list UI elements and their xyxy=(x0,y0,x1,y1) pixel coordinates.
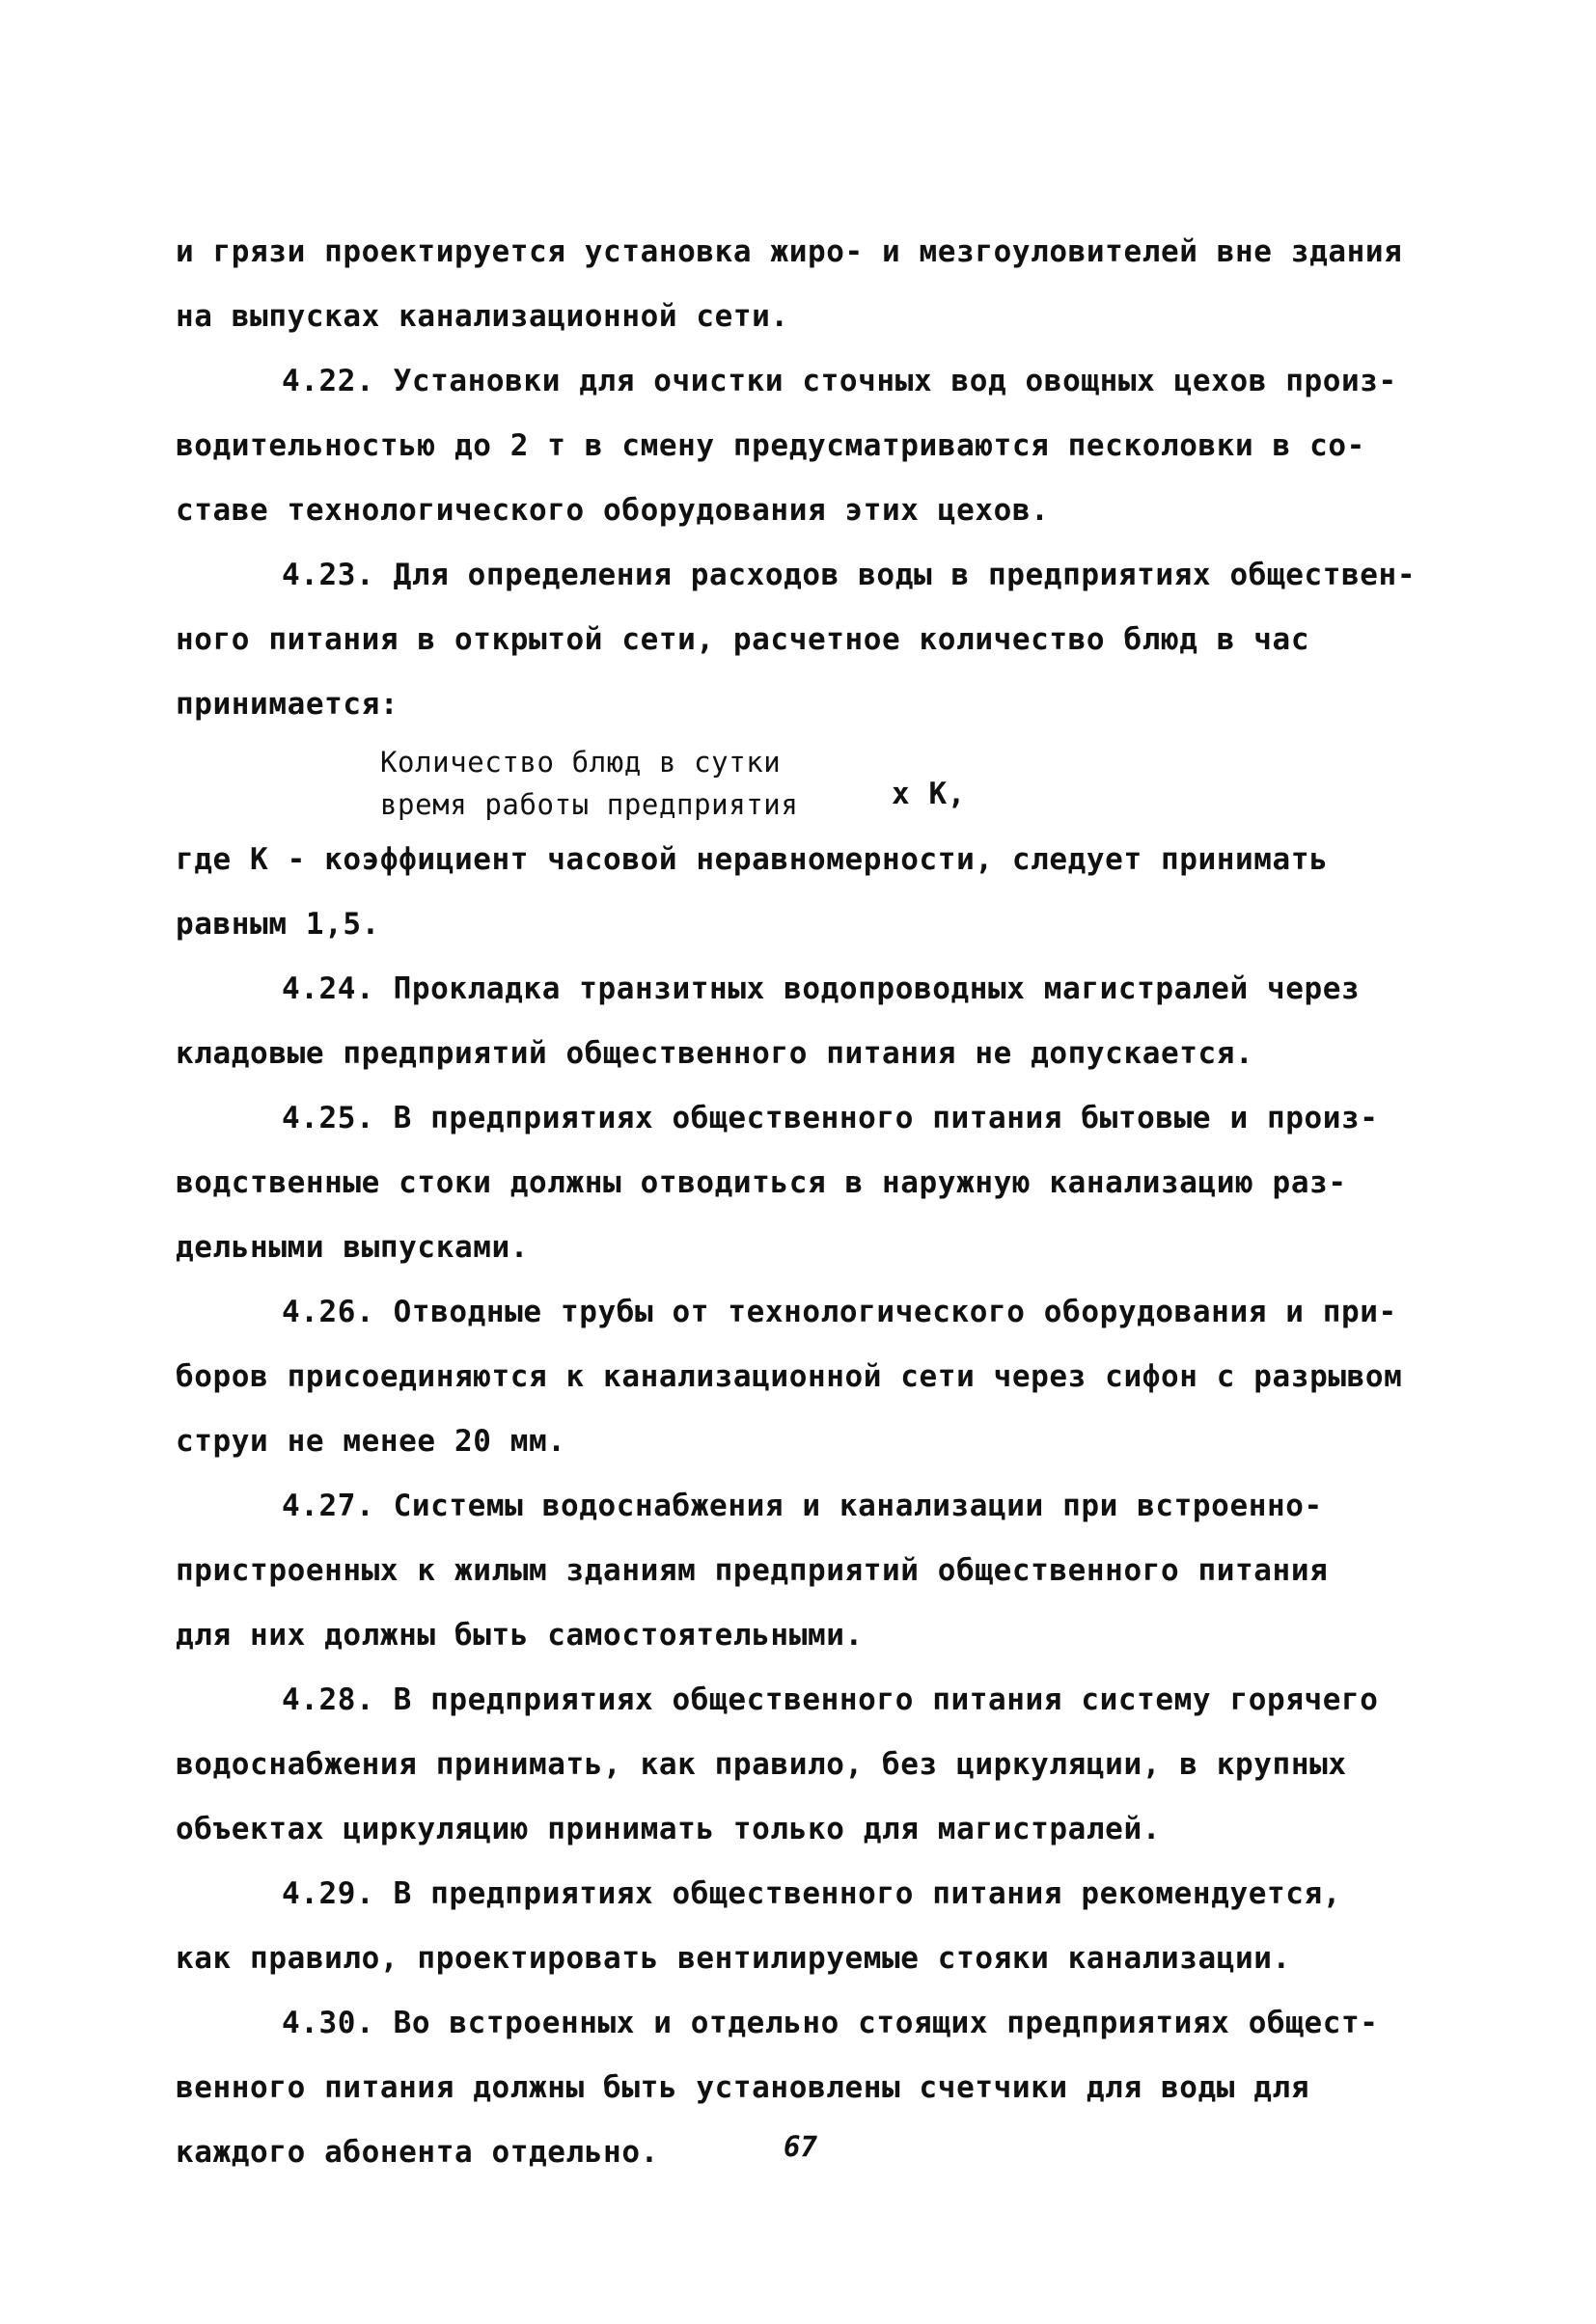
formula-fraction xyxy=(380,741,798,826)
text-line: дельными выпусками. xyxy=(176,1230,530,1265)
text-line: ного питания в открытой сети, расчетное количество блюд в час xyxy=(176,622,1310,657)
text-line: водительностью до 2 т в смену предусматриваются песколовки в со- xyxy=(176,428,1365,463)
paragraph-4-24 xyxy=(176,957,1488,1086)
text-line: на выпусках канализационной сети. xyxy=(176,299,789,334)
text-line: 4.30. Во встроенных и отдельно стоящих предприятиях общест- xyxy=(282,2006,1379,2040)
text-line: равным 1,5. xyxy=(176,907,380,942)
text-line: 4.25. В предприятиях общественного питания бытовые и произ- xyxy=(282,1101,1379,1135)
paragraph-4-27 xyxy=(176,1474,1488,1668)
text-line: венного питания должны быть установлены счетчики для воды для xyxy=(176,2070,1310,2105)
formula-numerator: Количество блюд в сутки xyxy=(380,746,782,779)
paragraph-4-23 xyxy=(176,543,1488,737)
paragraph-4-30 xyxy=(176,1991,1488,2185)
formula xyxy=(176,741,1488,828)
text-line: где К - коэффициент часовой неравномерности, следует принимать xyxy=(176,842,1329,877)
text-line: для них должны быть самостоятельными. xyxy=(176,1618,864,1653)
text-line: каждого абонента отдельно. xyxy=(176,2135,659,2170)
text-line: водственные стоки должны отводиться в наружную канализацию раз- xyxy=(176,1165,1347,1200)
text-line: 4.24. Прокладка транзитных водопроводных магистралей через xyxy=(282,971,1361,1006)
paragraph-4-22 xyxy=(176,349,1488,543)
formula-multiplier: x K, xyxy=(892,777,967,811)
text-line: кладовые предприятий общественного питания не допускается. xyxy=(176,1036,1254,1071)
text-line: пристроенных к жилым зданиям предприятий общественного питания xyxy=(176,1553,1329,1588)
text-line: ставе технологического оборудования этих цехов. xyxy=(176,493,1050,528)
text-line: боров присоединяются к канализационной сети через сифон с разрывом xyxy=(176,1359,1403,1394)
text-line: 4.27. Системы водоснабжения и канализации при встроенно- xyxy=(282,1489,1323,1523)
paragraph-continuation xyxy=(176,220,1488,349)
text-line: 4.29. В предприятиях общественного питания рекомендуется, xyxy=(282,1876,1342,1911)
text-line: водоснабжения принимать, как правило, без циркуляции, в крупных xyxy=(176,1747,1347,1782)
paragraph-4-25 xyxy=(176,1086,1488,1280)
text-line: 4.22. Установки для очистки сточных вод овощных цехов произ- xyxy=(282,364,1397,398)
text-line: и грязи проектируется установка жиро- и мезгоуловителей вне здания xyxy=(176,234,1403,269)
text-line: как правило, проектировать вентилируемые стояки канализации. xyxy=(176,1941,1291,1976)
text-line: струи не менее 20 мм. xyxy=(176,1424,566,1459)
paragraph-4-29 xyxy=(176,1862,1488,1991)
text-line: объектах циркуляцию принимать только для магистралей. xyxy=(176,1812,1161,1846)
page-number: 67 xyxy=(784,2130,817,2163)
text-line: 4.26. Отводные трубы от технологического оборудования и при- xyxy=(282,1295,1397,1329)
formula-denominator: время работы предприятия xyxy=(380,788,799,821)
paragraph-4-26 xyxy=(176,1280,1488,1474)
text-line: принимается: xyxy=(176,687,399,722)
paragraph-4-28 xyxy=(176,1668,1488,1862)
paragraph-4-23-continuation xyxy=(176,828,1488,957)
text-line: 4.28. В предприятиях общественного питания систему горячего xyxy=(282,1682,1379,1717)
body-text xyxy=(176,220,1488,2185)
text-line: 4.23. Для определения расходов воды в предприятиях обществен- xyxy=(282,558,1417,592)
